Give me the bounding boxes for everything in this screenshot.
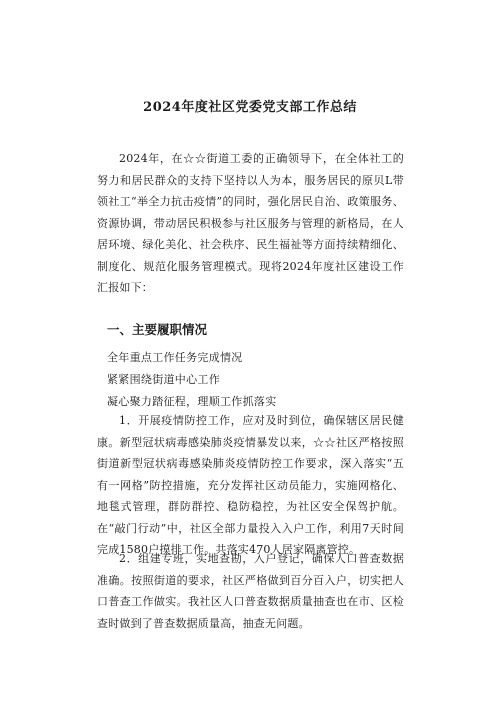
subheading-implementation: 凝心聚力踏征程，理顺工作抓落实 [107,395,277,408]
subheading-center-work: 紧紧围绕街道中心工作 [107,373,220,386]
item-epidemic-control: 1．开展疫情防控工作，应对及时到位，确保辖区居民健康。新型冠状病毒感染肺炎疫情暴发以来，☆☆社区严格按照街道新型冠状病毒感染肺炎疫情防控工作要求，深入落实“五有一网格”防控措施，充分发挥社区动员能力，实施网格化、地毯式管理，群防群控、稳防稳控，为社区安全保驾护航。在“敲门行动”中，社区全部力量投入入户工作，利用7天时间完成1580户摸排工作。共落实470人居家隔离管控。 [97,414,404,556]
page-title: 2024年度社区党委党支部工作总结 [143,100,357,115]
item-census: 2．组建专班，实地查勘，入户登记，确保人口普查数据准确。按照街道的要求，社区严格做到百分百入户，切实把人口普查工作做实。我社区人口普查数据质量抽查也在市、区检查时做到了普查数据质量高，抽查无问题。 [97,552,404,630]
subheading-tasks: 全年重点工作任务完成情况 [107,351,243,364]
intro-paragraph: 2024年，在☆☆街道工委的正确领导下，在全体社工的努力和居民群众的支持下坚持以人为本，服务居民的原贝L带领社工“举全力抗击疫情”的同时，强化居民自治、政策服务、资源协调，带动居民积极参与社区服务与管理的新格局，在人居环境、绿化美化、社会秩序、民生福祉等方面持续精细化、制度化、规范化服务管理模式。现将2024年度社区建设工作汇报如下： [97,152,404,294]
section-heading: 一、主要履职情况 [107,322,208,337]
